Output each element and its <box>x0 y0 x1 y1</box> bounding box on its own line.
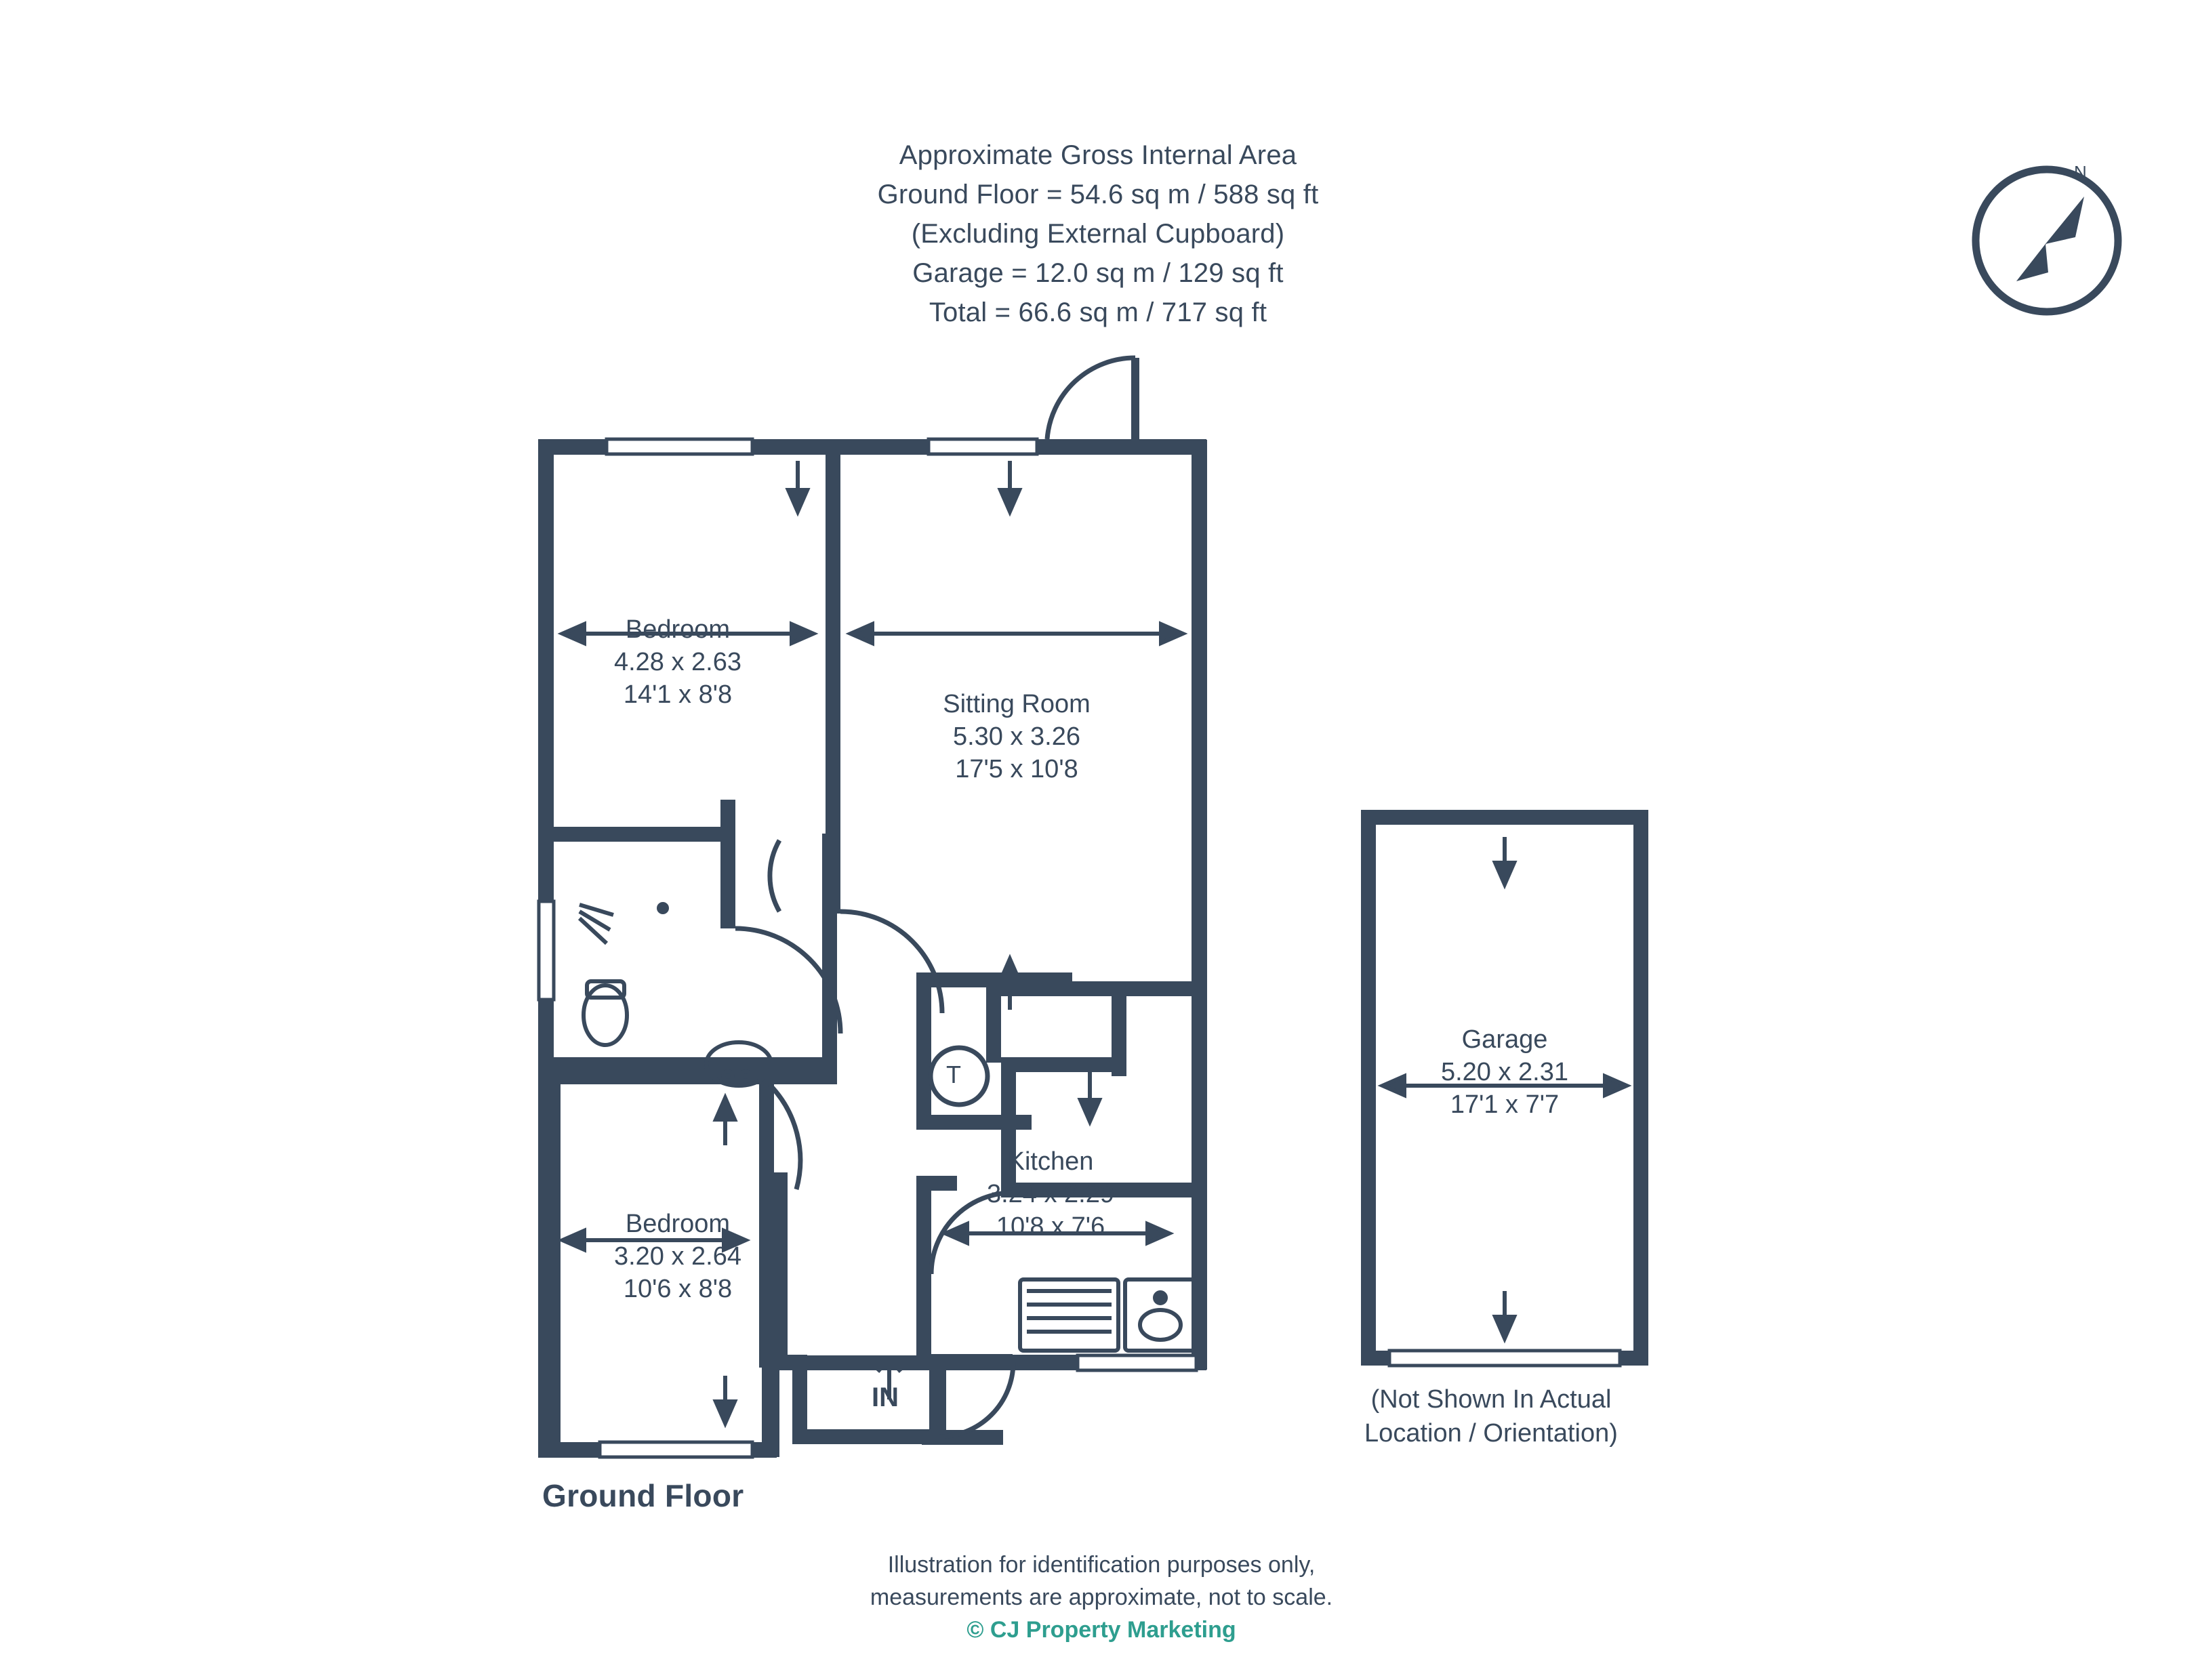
room-dim-metric: 5.20 x 2.31 <box>1440 1058 1569 1086</box>
footer-line-2: measurements are approximate, not to scale. <box>870 1584 1333 1610</box>
room-name: Kitchen <box>1007 1147 1094 1176</box>
garage-door <box>1361 1351 1648 1366</box>
garage-note-line-1: (Not Shown In Actual <box>1370 1385 1612 1414</box>
room-dim-imperial: 10'8 x 7'6 <box>996 1212 1105 1241</box>
thermostat-label: T <box>946 1061 961 1088</box>
area-summary-line-5: Total = 66.6 sq m / 717 sq ft <box>929 298 1267 327</box>
room-label-bedroom-1 <box>542 613 813 711</box>
room-name: Sitting Room <box>943 690 1091 718</box>
room-label-bedroom-2 <box>542 1208 813 1305</box>
room-label-garage <box>1335 1023 1674 1121</box>
room-dim-imperial: 17'5 x 10'8 <box>955 755 1078 783</box>
room-dim-metric: 3.24 x 2.29 <box>986 1180 1115 1208</box>
room-dim-imperial: 17'1 x 7'7 <box>1450 1090 1560 1119</box>
room-dim-imperial: 10'6 x 8'8 <box>623 1275 733 1303</box>
room-name: Garage <box>1461 1025 1548 1054</box>
room-dim-imperial: 14'1 x 8'8 <box>623 680 733 709</box>
room-dim-metric: 4.28 x 2.63 <box>613 648 742 676</box>
garage-note <box>1308 1382 1674 1450</box>
footer-copyright: © CJ Property Marketing <box>966 1617 1236 1643</box>
footer-disclaimer <box>678 1549 1525 1646</box>
room-name: Bedroom <box>625 615 731 644</box>
room-label-kitchen <box>935 1145 1166 1243</box>
room-label-sitting-room <box>874 688 1159 785</box>
garage-note-line-2: Location / Orientation) <box>1364 1419 1618 1448</box>
footer-line-1: Illustration for identification purposes only, <box>887 1552 1316 1578</box>
room-dim-metric: 5.30 x 3.26 <box>952 722 1081 751</box>
room-name: Bedroom <box>625 1210 731 1238</box>
room-dim-metric: 3.20 x 2.64 <box>613 1242 742 1271</box>
entrance-label: IN <box>872 1382 899 1412</box>
area-summary-line-2: Ground Floor = 54.6 sq m / 588 sq ft <box>877 180 1319 209</box>
area-summary-line-3: (Excluding External Cupboard) <box>911 219 1285 249</box>
kitchen-fixtures <box>1020 1279 1196 1351</box>
area-summary-line-1: Approximate Gross Internal Area <box>899 140 1297 170</box>
area-summary-line-4: Garage = 12.0 sq m / 129 sq ft <box>912 258 1284 288</box>
floor-title: Ground Floor <box>542 1478 744 1513</box>
compass-north-label: N <box>2074 162 2087 182</box>
